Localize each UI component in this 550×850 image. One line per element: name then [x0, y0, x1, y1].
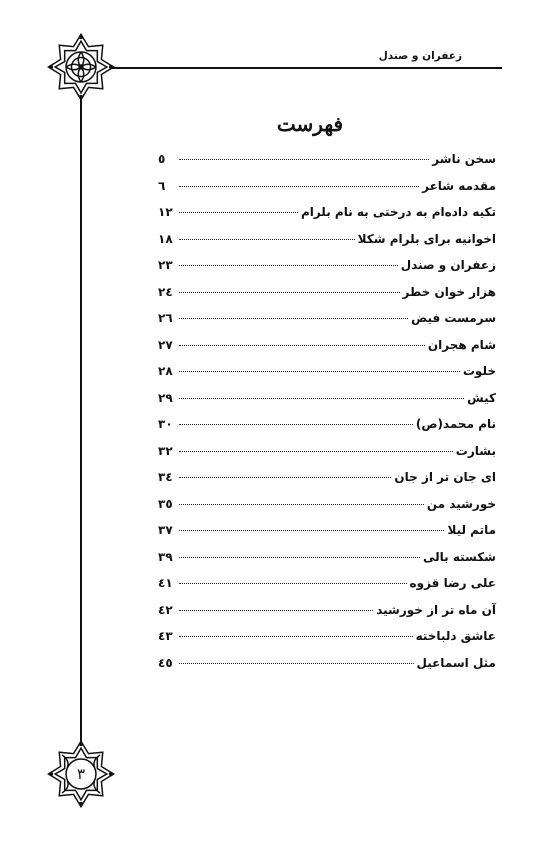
toc-entry[interactable]	[158, 523, 496, 550]
toc-leader-dots	[179, 451, 453, 452]
toc-leader-dots	[179, 371, 460, 372]
toc-entry-page: ١٢	[158, 205, 173, 219]
page-number: ٣	[76, 765, 86, 783]
toc-leader-dots	[179, 186, 419, 187]
toc-entry-page: ٣٢	[158, 443, 173, 458]
toc-entry[interactable]	[158, 205, 496, 232]
toc-leader-dots	[179, 477, 391, 478]
toc-leader-dots	[179, 636, 413, 637]
toc-leader-dots	[179, 212, 298, 213]
toc-leader-dots	[179, 610, 373, 611]
toc-leader-dots	[179, 424, 413, 425]
toc-entry[interactable]	[158, 338, 496, 365]
toc-entry-label: شام هجران	[427, 337, 496, 352]
toc-entry-label: سرمست فیض	[411, 311, 496, 325]
toc-entry-page: ٢٣	[158, 258, 173, 272]
toc-leader-dots	[179, 530, 444, 531]
toc-leader-dots	[179, 504, 424, 505]
toc-entry[interactable]	[158, 285, 496, 312]
toc-entry-label: آن ماه تر از خورشید	[376, 602, 496, 617]
toc-entry-label: خلوت	[462, 364, 496, 378]
toc-entry-page: ١٨	[158, 231, 173, 246]
toc-entry-label: هزار خوان خطر	[402, 284, 496, 299]
toc-leader-dots	[179, 663, 414, 664]
toc-entry[interactable]	[158, 417, 496, 444]
toc-entry[interactable]	[158, 258, 496, 285]
toc-entry-page: ٦	[158, 178, 166, 193]
toc-entry[interactable]	[158, 497, 496, 524]
toc-entry[interactable]	[158, 179, 496, 206]
toc-leader-dots	[179, 398, 464, 399]
toc-entry-label: نام محمد(ص)	[415, 417, 496, 431]
toc-entry-label: خورشید من	[426, 496, 496, 511]
toc-leader-dots	[179, 239, 355, 240]
toc-entry[interactable]	[158, 152, 496, 179]
toc-leader-dots	[179, 159, 429, 160]
toc-entry[interactable]	[158, 550, 496, 577]
toc-entry-page: ٣٧	[158, 523, 173, 537]
toc-entry-label: تکیه داده‌ام به درختی به نام بلرام	[300, 205, 496, 219]
toc-entry-page: ٣٥	[158, 496, 173, 511]
toc-entry-page: ٥	[158, 152, 166, 166]
toc-entry-page: ٢٩	[158, 390, 173, 405]
header-rule	[112, 67, 502, 69]
toc-entry-label: ای جان تر از جان	[394, 470, 496, 484]
toc-entry-page: ٣٠	[158, 417, 173, 431]
toc-entry[interactable]	[158, 364, 496, 391]
toc-entry-label: ماتم لیلا	[447, 523, 496, 537]
toc-leader-dots	[179, 345, 425, 346]
toc-entry-label: زعفران و صندل	[400, 258, 496, 272]
toc-entry-label: اخوانیه برای بلرام شکلا	[357, 231, 496, 246]
toc-entry-page: ٣٩	[158, 549, 173, 564]
toc-entry-label: علی رضا قزوه	[409, 576, 496, 590]
toc-entry-page: ٢٦	[158, 311, 173, 325]
toc-leader-dots	[179, 292, 400, 293]
toc-entry[interactable]	[158, 656, 496, 683]
running-header-title: زعفران و صندل	[378, 50, 462, 62]
toc-entry[interactable]	[158, 444, 496, 471]
toc-entry-page: ٤١	[158, 576, 173, 590]
toc-entry-page: ٢٤	[158, 284, 173, 299]
arabesque-rosette-icon	[47, 33, 115, 101]
toc-entry-label: شکسته بالی	[422, 549, 496, 564]
toc-list	[158, 152, 496, 682]
toc-entry-page: ٤٣	[158, 629, 173, 643]
toc-leader-dots	[179, 265, 398, 266]
toc-entry-page: ٣٤	[158, 470, 173, 484]
toc-entry-label: عاشق دلباخته	[415, 629, 496, 643]
toc-entry[interactable]	[158, 232, 496, 259]
toc-entry-page: ٤٥	[158, 655, 173, 670]
toc-entry-page: ٢٧	[158, 337, 173, 352]
toc-entry-page: ٢٨	[158, 364, 173, 378]
toc-title: فهرست	[276, 112, 344, 136]
toc-entry-page: ٤٢	[158, 602, 173, 617]
side-border-rule	[80, 95, 82, 745]
toc-entry[interactable]	[158, 391, 496, 418]
toc-entry-label: بشارت	[455, 443, 496, 458]
toc-entry-label: مقدمه شاعر	[422, 178, 496, 193]
toc-entry[interactable]	[158, 470, 496, 497]
toc-entry-label: کیش	[467, 390, 496, 405]
toc-entry[interactable]	[158, 629, 496, 656]
toc-entry[interactable]	[158, 603, 496, 630]
toc-entry[interactable]	[158, 576, 496, 603]
toc-leader-dots	[179, 583, 407, 584]
toc-entry-label: سخن ناشر	[432, 152, 496, 166]
toc-entry-label: مثل اسماعیل	[416, 655, 496, 670]
toc-leader-dots	[179, 318, 408, 319]
toc-leader-dots	[179, 557, 420, 558]
toc-entry[interactable]	[158, 311, 496, 338]
